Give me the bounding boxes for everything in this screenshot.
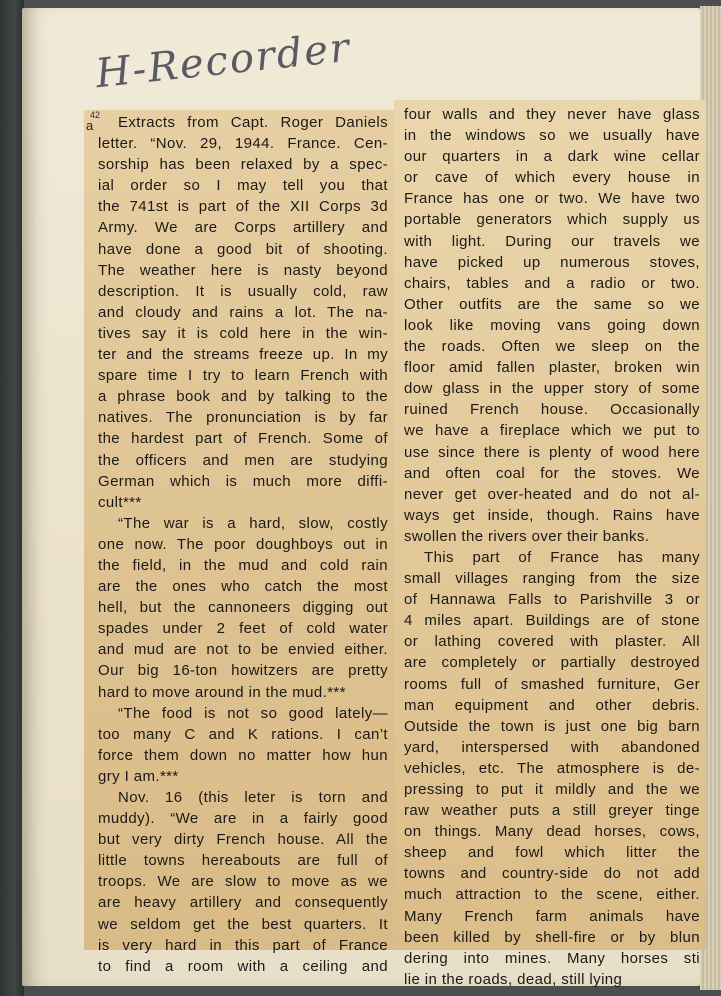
text-line: This part of France has many bbox=[424, 548, 700, 566]
text-line: ter and the streams freeze up. In my bbox=[98, 346, 388, 364]
text-line: raw weather puts a still greyer tinge bbox=[404, 802, 700, 820]
text-line: Nov. 16 (this leter is torn and bbox=[118, 789, 388, 806]
text-line: pressing to put it mildly and the we bbox=[404, 781, 700, 798]
text-line: Extracts from Capt. Roger Daniels bbox=[118, 114, 388, 131]
text-line: man equipment and other debris. bbox=[404, 696, 700, 714]
text-line: the roads. Often we sleep on the bbox=[404, 338, 700, 356]
text-line: is very hard in this part of France bbox=[98, 936, 388, 954]
text-line: hard to move around in the mud.*** bbox=[98, 683, 346, 701]
text-line: lie in the roads, dead, still lying bbox=[404, 970, 623, 988]
text-line: too many C and K rations. I can’t bbox=[98, 725, 388, 743]
text-line: sheep and fowl which litter the bbox=[404, 844, 700, 862]
text-line: swollen the rivers over their banks. bbox=[404, 527, 650, 545]
text-line: Many French farm animals have bbox=[404, 907, 700, 925]
text-line: spades under 2 feet of cold water bbox=[98, 620, 388, 638]
text-line: we seldom get the best quarters. It bbox=[98, 915, 388, 933]
text-line: Army. We are Corps artillery and bbox=[98, 219, 388, 237]
text-line: the hardest part of French. Some of bbox=[98, 430, 388, 448]
text-line: a phrase book and by talking to the bbox=[98, 388, 388, 406]
text-line: tives say it is cold here in the win- bbox=[98, 324, 388, 342]
text-line: and cloudy and rains a lot. The na- bbox=[98, 303, 388, 321]
text-line: look like moving vans going down bbox=[404, 316, 700, 334]
text-line: towns and country-side do not add bbox=[404, 865, 700, 883]
text-line: dering into mines. Many horses sti bbox=[404, 949, 700, 967]
text-line: 4 miles apart. Buildings are of stone bbox=[404, 612, 700, 630]
text-line: in the windows so we usually have bbox=[404, 127, 700, 145]
text-line: The weather here is nasty beyond bbox=[98, 261, 388, 279]
text-line: on things. Many dead horses, cows, bbox=[404, 823, 700, 841]
text-line: been killed by shell-fire or by blun bbox=[404, 928, 700, 946]
text-line: sorship has been relaxed by a spec- bbox=[98, 156, 388, 174]
text-line: dow glass in the upper story of some bbox=[404, 380, 700, 398]
text-line: and mud are not to be envied either. bbox=[98, 641, 388, 659]
text-line: are heavy artillery and consequently bbox=[98, 894, 388, 912]
text-line: spare time I try to learn French with bbox=[98, 367, 388, 385]
newspaper-clipping-left-column bbox=[84, 110, 394, 975]
text-line: never get over-heated and do not al- bbox=[404, 485, 700, 503]
text-line: have picked up numerous stoves, bbox=[404, 253, 700, 271]
text-line: and often coal for the stoves. We bbox=[404, 464, 700, 482]
text-line: Our big 16-ton howitzers are pretty bbox=[98, 662, 388, 680]
text-line: or lathing covered with plaster. All bbox=[404, 633, 700, 651]
text-line: vehicles, etc. The atmosphere is de- bbox=[404, 759, 700, 777]
text-line: chairs, tables and a radio or two. bbox=[404, 274, 700, 292]
text-line: ways get inside, though. Rains have bbox=[404, 506, 700, 524]
text-line: “The food is not so good lately— bbox=[118, 704, 388, 722]
text-line: cult*** bbox=[98, 493, 142, 511]
text-line: are completely or partially destroyed bbox=[404, 654, 700, 672]
text-line: letter. “Nov. 29, 1944. France. Cen- bbox=[98, 135, 388, 153]
text-line: or cave of which every house in bbox=[404, 169, 700, 187]
text-line: we have a fireplace which we put to bbox=[404, 422, 700, 440]
text-line: much attraction to the scene, either. bbox=[404, 886, 700, 904]
text-line: of Hannawa Falls to Parishville 3 or bbox=[404, 591, 700, 609]
text-line: portable generators which supply us bbox=[404, 211, 700, 229]
text-line: little towns hereabouts are full of bbox=[98, 852, 388, 870]
text-line: our quarters in a dark wine cellar bbox=[404, 148, 700, 166]
text-line: “The war is a hard, slow, costly bbox=[118, 514, 388, 532]
text-line: rooms full of smashed furniture, Ger bbox=[404, 675, 700, 693]
text-line: muddy). “We are in a fairly good bbox=[98, 810, 388, 828]
text-line: but very dirty French house. All the bbox=[98, 831, 388, 849]
text-line: small villages ranging from the size bbox=[404, 570, 700, 588]
text-line: Other outfits are the same so we bbox=[404, 295, 700, 313]
text-line: troops. We are slow to move as we bbox=[98, 873, 388, 891]
text-line: Outside the town is just one big barn bbox=[404, 717, 700, 735]
text-line: to find a room with a ceiling and bbox=[98, 957, 388, 975]
column-marker: a bbox=[86, 118, 94, 133]
text-line: have done a good bit of shooting. bbox=[98, 240, 388, 258]
newspaper-clipping-right-column bbox=[394, 100, 706, 988]
text-line: ruined French house. Occasionally bbox=[404, 401, 700, 419]
text-line: floor amid fallen plaster, broken win bbox=[404, 359, 700, 377]
text-line: use since there is plenty of wood here bbox=[404, 443, 700, 461]
text-line: description. It is usually cold, raw bbox=[98, 282, 388, 300]
text-line: one now. The poor doughboys out in bbox=[98, 535, 388, 553]
text-line: the field, in the mud and cold rain bbox=[98, 556, 388, 574]
text-line: the 741st is part of the XII Corps 3d bbox=[98, 198, 388, 216]
handwritten-note: H-Recorder bbox=[93, 24, 354, 98]
page-number: 42 bbox=[90, 110, 101, 120]
text-line: German which is much more diffi- bbox=[98, 472, 388, 490]
text-line: gry I am.*** bbox=[98, 767, 179, 785]
text-line: force them down no matter how hun bbox=[98, 746, 388, 764]
text-line: hell, but the cannoneers digging out bbox=[98, 599, 388, 617]
text-line: France has one or two. We have two bbox=[404, 190, 700, 208]
text-line: ial order so I may tell you that bbox=[98, 177, 388, 195]
text-line: the officers and men are studying bbox=[98, 451, 388, 469]
text-line: four walls and they never have glass bbox=[404, 106, 700, 123]
text-line: natives. The pronunciation is by far bbox=[98, 409, 388, 427]
text-line: are the ones who catch the most bbox=[98, 578, 388, 596]
book-spine bbox=[0, 0, 24, 996]
text-line: yard, interspersed with abandoned bbox=[404, 738, 700, 756]
text-line: with light. During our travels we bbox=[404, 232, 700, 250]
